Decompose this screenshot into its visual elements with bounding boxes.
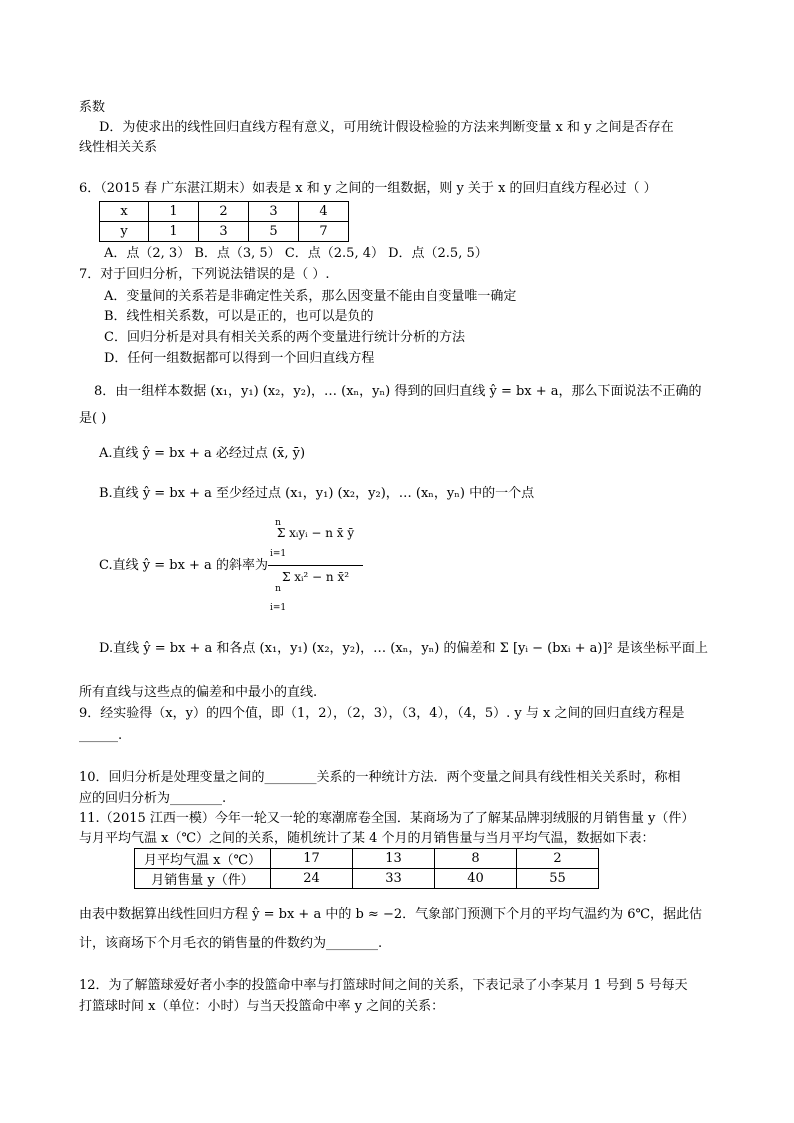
question-11: 11.（2015 江西一模）今年一轮又一轮的寒潮席卷全国．某商场为了了解某品牌羽绒服的月销售量 y（件） bbox=[79, 811, 695, 826]
question-8-option-a: A.直线 ŷ = bx + a 必经过点 (x̄, ȳ) bbox=[99, 446, 306, 461]
table-row-header: 月平均气温 x（℃） bbox=[135, 849, 271, 869]
question-8-line2: 是( ) bbox=[79, 411, 107, 426]
table-cell: 3 bbox=[199, 222, 249, 242]
question-6: 6．（2015 春 广东湛江期末）如表是 x 和 y 之间的一组数据，则 y 关于 x 的回归直线方程必过（ ） bbox=[79, 181, 657, 196]
table-row bbox=[100, 202, 349, 222]
table-row bbox=[135, 869, 599, 889]
table-cell: 2 bbox=[517, 849, 599, 869]
slope-denominator: Σ xᵢ² − n x̄² bbox=[281, 570, 350, 584]
table-cell: 1 bbox=[149, 222, 199, 242]
question-8: 8．由一组样本数据 (x₁，y₁) (x₂，y₂)，… (xₙ，yₙ) 得到的回归直线 ŷ = bx + a，那么下面说法不正确的 bbox=[94, 384, 702, 399]
table-cell: 13 bbox=[353, 849, 435, 869]
question-8-option-d: D.直线 ŷ = bx + a 和各点 (x₁，y₁) (x₂，y₂)，… (xₙ，yₙ) 的偏差和 Σ [yᵢ − (bxᵢ + a)]² 是该坐标平面上 bbox=[99, 641, 708, 656]
table-q11 bbox=[134, 848, 599, 889]
question-12: 12．为了解篮球爱好者小李的投篮命中率与打篮球时间之间的关系，下表记录了小李某月 1 号到 5 号每天 bbox=[79, 978, 688, 993]
sum-lower-index: i=1 bbox=[270, 603, 287, 613]
question-10-line2: 应的回归分析为________. bbox=[79, 791, 227, 806]
question-7-option-b: B．线性相关系数，可以是正的，也可以是负的 bbox=[104, 309, 374, 324]
sum-lower-index: i=1 bbox=[270, 549, 287, 559]
question-7: 7．对于回归分析，下列说法错误的是（ ）. bbox=[79, 267, 330, 282]
question-11-line3: 由表中数据算出线性回归方程 ŷ = bx + a 中的 b ≈ −2．气象部门预测下个月的平均气温约为 6℃，据此估 bbox=[79, 907, 703, 922]
text-line: 线性相关关系 bbox=[79, 140, 158, 155]
table-row-header: y bbox=[100, 222, 149, 242]
table-row bbox=[100, 222, 349, 242]
question-10: 10．回归分析是处理变量之间的________关系的一种统计方法．两个变量之间具有线性相关关系时，称相 bbox=[79, 770, 681, 785]
question-6-options: A．点（2, 3） B．点（3, 5） C．点（2.5, 4） D．点（2.5, 5） bbox=[104, 246, 488, 261]
table-row-header: x bbox=[100, 202, 149, 222]
question-8-option-c: C.直线 ŷ = bx + a 的斜率为 bbox=[99, 558, 268, 573]
question-12-line2: 打篮球时间 x（单位：小时）与当天投篮命中率 y 之间的关系： bbox=[79, 999, 445, 1014]
table-cell: 1 bbox=[149, 202, 199, 222]
question-9: 9．经实验得（x，y）的四个值，即（1，2），（2，3），（3，4），（4，5）. y 与 x 之间的回归直线方程是 bbox=[79, 706, 685, 721]
table-cell: 2 bbox=[199, 202, 249, 222]
table-cell: 3 bbox=[249, 202, 299, 222]
table-cell: 4 bbox=[299, 202, 349, 222]
question-11-line4: 计，该商场下个月毛衣的销售量的件数约为________. bbox=[79, 936, 383, 951]
question-11-line2: 与月平均气温 x（℃）之间的关系，随机统计了某 4 个月的月销售量与当月平均气温，数据如下表： bbox=[79, 831, 655, 846]
fraction-bar bbox=[268, 565, 363, 566]
table-cell: 8 bbox=[435, 849, 517, 869]
table-q6 bbox=[99, 201, 349, 242]
table-cell: 7 bbox=[299, 222, 349, 242]
question-7-option-d: D．任何一组数据都可以得到一个回归直线方程 bbox=[104, 351, 375, 366]
table-cell: 55 bbox=[517, 869, 599, 889]
sum-upper-index: n bbox=[275, 584, 281, 594]
sum-upper-index: n bbox=[275, 518, 281, 528]
table-cell: 5 bbox=[249, 222, 299, 242]
question-7-option-c: C．回归分析是对具有相关关系的两个变量进行统计分析的方法 bbox=[104, 330, 465, 345]
question-9-blank: ______. bbox=[79, 728, 123, 743]
table-cell: 40 bbox=[435, 869, 517, 889]
table-cell: 24 bbox=[271, 869, 353, 889]
table-row bbox=[135, 849, 599, 869]
question-8-option-d-line2: 所有直线与这些点的偏差和中最小的直线. bbox=[79, 685, 318, 700]
text-line: D．为使求出的线性回归直线方程有意义，可用统计假设检验的方法来判断变量 x 和 y 之间是否存在 bbox=[99, 120, 674, 135]
question-8-option-b: B.直线 ŷ = bx + a 至少经过点 (x₁，y₁) (x₂，y₂)，… (xₙ，yₙ) 中的一个点 bbox=[99, 486, 535, 501]
text-line: 系数 bbox=[79, 100, 106, 115]
table-row-header: 月销售量 y（件） bbox=[135, 869, 271, 889]
question-7-option-a: A．变量间的关系若是非确定性关系，那么因变量不能由自变量唯一确定 bbox=[104, 289, 517, 304]
table-cell: 33 bbox=[353, 869, 435, 889]
table-cell: 17 bbox=[271, 849, 353, 869]
slope-numerator: Σ xᵢyᵢ − n x̄ ȳ bbox=[276, 526, 355, 540]
